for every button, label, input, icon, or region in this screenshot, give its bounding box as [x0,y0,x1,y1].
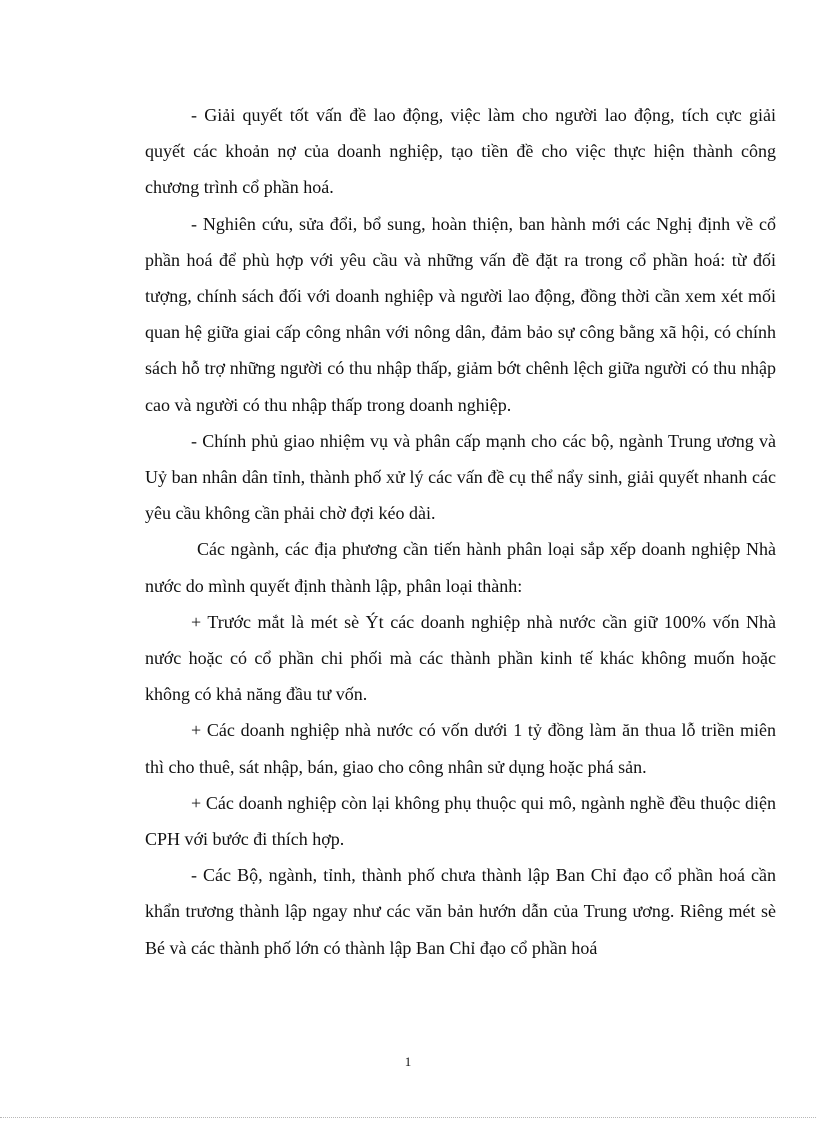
paragraph-enterprise-classification: Các ngành, các địa phương cần tiến hành phân loại sắp xếp doanh nghiệp Nhà nước do mình quyết định thành lập, phân loại thành: [145,539,776,596]
paragraph-government-delegation: - Chính phủ giao nhiệm vụ và phân cấp mạnh cho các bộ, ngành Trung ương và Uỷ ban nhân dân tỉnh, thành phố xử lý các vấn đề cụ thể nẩy sinh, giải quyết nhanh các yêu cầu không cần phải chờ đợi kéo dài. [145,430,776,524]
list-item-loss-making: + Các doanh nghiệp nhà nước có vốn dưới 1 tỷ đồng làm ăn thua lỗ triền miên thì cho thuê, sát nhập, bán, giao cho công nhân sử dụng hoặc phá sản. [145,720,776,777]
page-number: 1 [404,1054,412,1069]
page-bottom-divider [0,1117,816,1118]
paragraph-labor-debt: - Giải quyết tốt vấn đề lao động, việc làm cho người lao động, tích cực giải quyết các khoản nợ của doanh nghiệp, tạo tiền đề cho việc thực hiện thành công chương trình cổ phần hoá. [145,105,776,198]
document-body [145,97,776,966]
paragraph-steering-committee: - Các Bộ, ngành, tỉnh, thành phố chưa thành lập Ban Chỉ đạo cổ phần hoá cần khẩn trương thành lập ngay như các văn bản hướn dẫn của Trung ương. Riêng mét sè Bé và các thành phố lớn có thành lập Ban Chỉ đạo cổ phần hoá [145,865,776,958]
paragraph-decree-revision: - Nghiên cứu, sửa đổi, bổ sung, hoàn thiện, ban hành mới các Nghị định về cổ phần hoá để phù hợp với yêu cầu và những vấn đề đặt ra trong cổ phần hoá: từ đối tượng, chính sách đối với doanh nghiệp và người lao động, đồng thời cần xem xét mối quan hệ giữa giai cấp công nhân với nông dân, đảm bảo sự công bằng xã hội, có chính sách hỗ trợ những người có thu nhập thấp, giảm bớt chênh lệch giữa người có thu nhập cao và người có thu nhập thấp trong doanh nghiệp. [145,213,776,415]
list-item-remaining: + Các doanh nghiệp còn lại không phụ thuộc qui mô, ngành nghề đều thuộc diện CPH với bước đi thích hợp. [145,792,776,850]
list-item-state-capital: + Trước mắt là mét sè Ýt các doanh nghiệp nhà nước cần giữ 100% vốn Nhà nước hoặc có cổ phần chi phối mà các thành phần kinh tế khác không muốn hoặc không có khả năng đầu tư vốn. [145,611,776,705]
